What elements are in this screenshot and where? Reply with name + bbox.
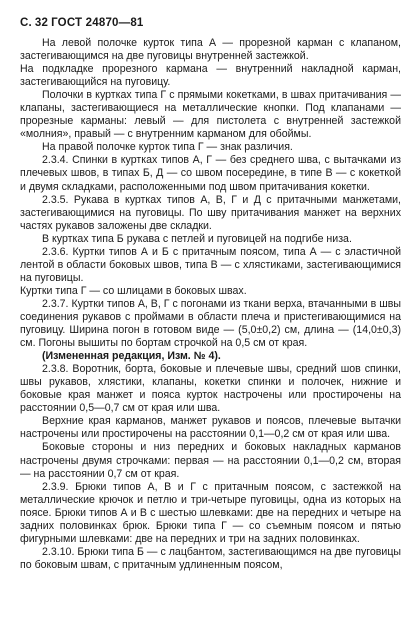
page-letter: С.: [20, 17, 32, 29]
paragraph-sleeves-type-b: В куртках типа Б рукава с петлей и пуговицей на подгибе низа.: [42, 232, 352, 245]
clause-2-3-5: 2.3.5. Рукава в куртках типов А, В, Г и Д с притачными манжетами, застегивающимися на пуговицы. По шву притачивания манжет на верхних частях рукавов заложены две складки.: [20, 193, 401, 232]
paragraph-front-type-g: Полочки в куртках типа Г с прямыми кокетками, в швах притачивания — клапаны, застегивающиеся на металлические кнопки. Под клапанами — прорезные карманы: левый — для пистолета с внутренней застежкой «молния», правый — с внутренним карманом для обоймы.: [20, 89, 401, 141]
amendment-note: (Измененная редакция, Изм. № 4).: [42, 350, 221, 363]
page-number: 32: [34, 17, 49, 29]
document-body: [20, 37, 401, 572]
paragraph-side-pockets: Боковые стороны и низ передних и боковых накладных карманов настрочены двумя строчками: первая — на расстоянии 0,1—0,2 см, вторая — на расстоянии 0,7 см от края.: [20, 441, 401, 480]
clause-2-3-8: 2.3.8. Воротник, борта, боковые и плечевые швы, средний шов спинки, швы рукавов, хлястики, клапаны, кокетки спинки и полочек, нижние и боковые края манжет и пояса курток настрочены или простирочены на расстоянии 0,5—0,7 см от края или шва.: [20, 363, 401, 415]
clause-2-3-9: 2.3.9. Брюки типов А, В и Г с притачным поясом, с застежкой на металлические крючок и петлю и три-четыре пуговицы, одна из которых на поясе. Брюки типов А и В с шестью шлевками: две на передних и четыре на задних половинках брюк. Брюки типа Г — со съемным поясом и пятью фигурными шлевками: две на передних и три на задних половинках.: [20, 480, 401, 545]
page-header: [20, 16, 401, 30]
clause-2-3-4: 2.3.4. Спинки в куртках типов А, Г — без среднего шва, с вытачками из плечевых швов, в типах Б, Д — со швом посередине, в типе В — с кокеткой и двумя складками, расположенными под швом притачивания кокетки.: [20, 154, 401, 193]
clause-2-3-7: 2.3.7. Куртки типов А, В, Г с погонами из ткани верха, втачанными в швы соединения рукавов с проймами в области плеча и пристегивающимися на пуговицу. Ширина погон в готовом виде — (5,0±0,2) см, длина — (14,0±0,3) см. Погоны вышиты по бортам строчкой на 0,5 см от края.: [20, 297, 401, 350]
paragraph-left-front: На левой полочке курток типа А — прорезной карман с клапаном, застегивающимся на две пуговицы внутренней застежкой.: [20, 37, 401, 63]
paragraph-insignia: На правой полочке курток типа Г — знак различия.: [42, 141, 293, 154]
clause-2-3-6: 2.3.6. Куртки типов А и Б с притачным поясом, типа А — с эластичной лентой в области боковых швов, типа В — с хлястиками, застегивающимися на пуговицы.: [20, 245, 401, 284]
paragraph-pocket-edges: Верхние края карманов, манжет рукавов и поясов, плечевые вытачки настрочены или простирочены на расстоянии 0,1—0,2 см от края или шва.: [20, 415, 401, 441]
paragraph-inner-pocket: На подкладке прорезного кармана — внутренний накладной карман, застегивающийся на пуговицу.: [20, 63, 401, 89]
clause-2-3-10: 2.3.10. Брюки типа Б — с лацбантом, застегивающимся на две пуговицы по боковым швам, с притачным удлиненным поясом,: [20, 545, 401, 571]
paragraph-vents-type-g: Куртки типа Г — со шлицами в боковых швах.: [20, 284, 247, 297]
standard-designation: ГОСТ 24870—81: [51, 17, 144, 29]
